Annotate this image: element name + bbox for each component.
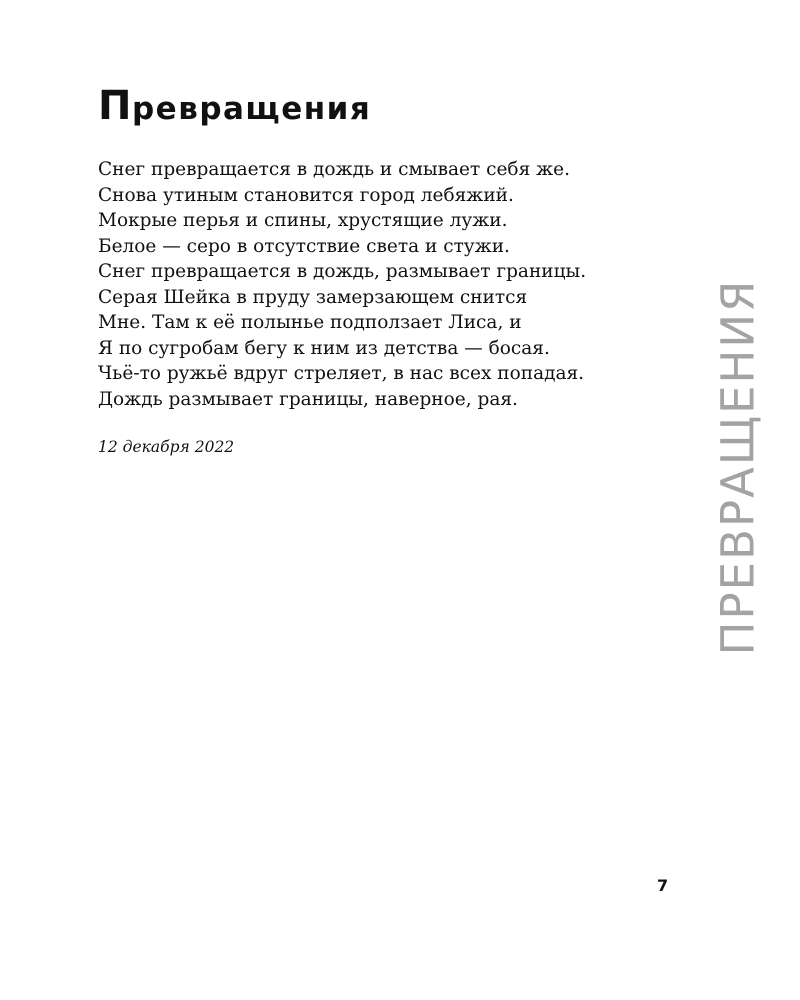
page-title-initial: П (98, 83, 132, 129)
poem-date: 12 декабря 2022 (98, 438, 235, 456)
section-side-title: ПРЕВРАЩЕНИЯ (711, 278, 765, 656)
poem-line: Мокрые перья и спины, хрустящие лужи. (98, 210, 508, 231)
poem-text (98, 157, 586, 412)
poem-line: Снова утиным становится город лебяжий. (98, 184, 514, 206)
page-title-rest: ревращения (131, 91, 372, 127)
poem-line: Снег превращается в дождь, размывает границы. (98, 261, 587, 282)
poem-line: Чьё-то ружьё вдруг стреляет, в нас всех попадая. (98, 363, 585, 384)
page-number: 7 (657, 876, 669, 895)
poem-line: Дождь размывает границы, наверное, рая. (98, 388, 518, 410)
poem-line: Я по сугробам бегу к ним из детства — босая. (98, 337, 550, 359)
poem-line: Мне. Там к её полынье подползает Лиса, и (98, 312, 522, 333)
poem-line: Белое — серо в отсутствие света и стужи. (98, 235, 510, 257)
poem-line: Снег превращается в дождь и смывает себя же. (98, 159, 570, 180)
poem-line: Серая Шейка в пруду замерзающем снится (98, 286, 528, 308)
page-title (98, 84, 371, 128)
